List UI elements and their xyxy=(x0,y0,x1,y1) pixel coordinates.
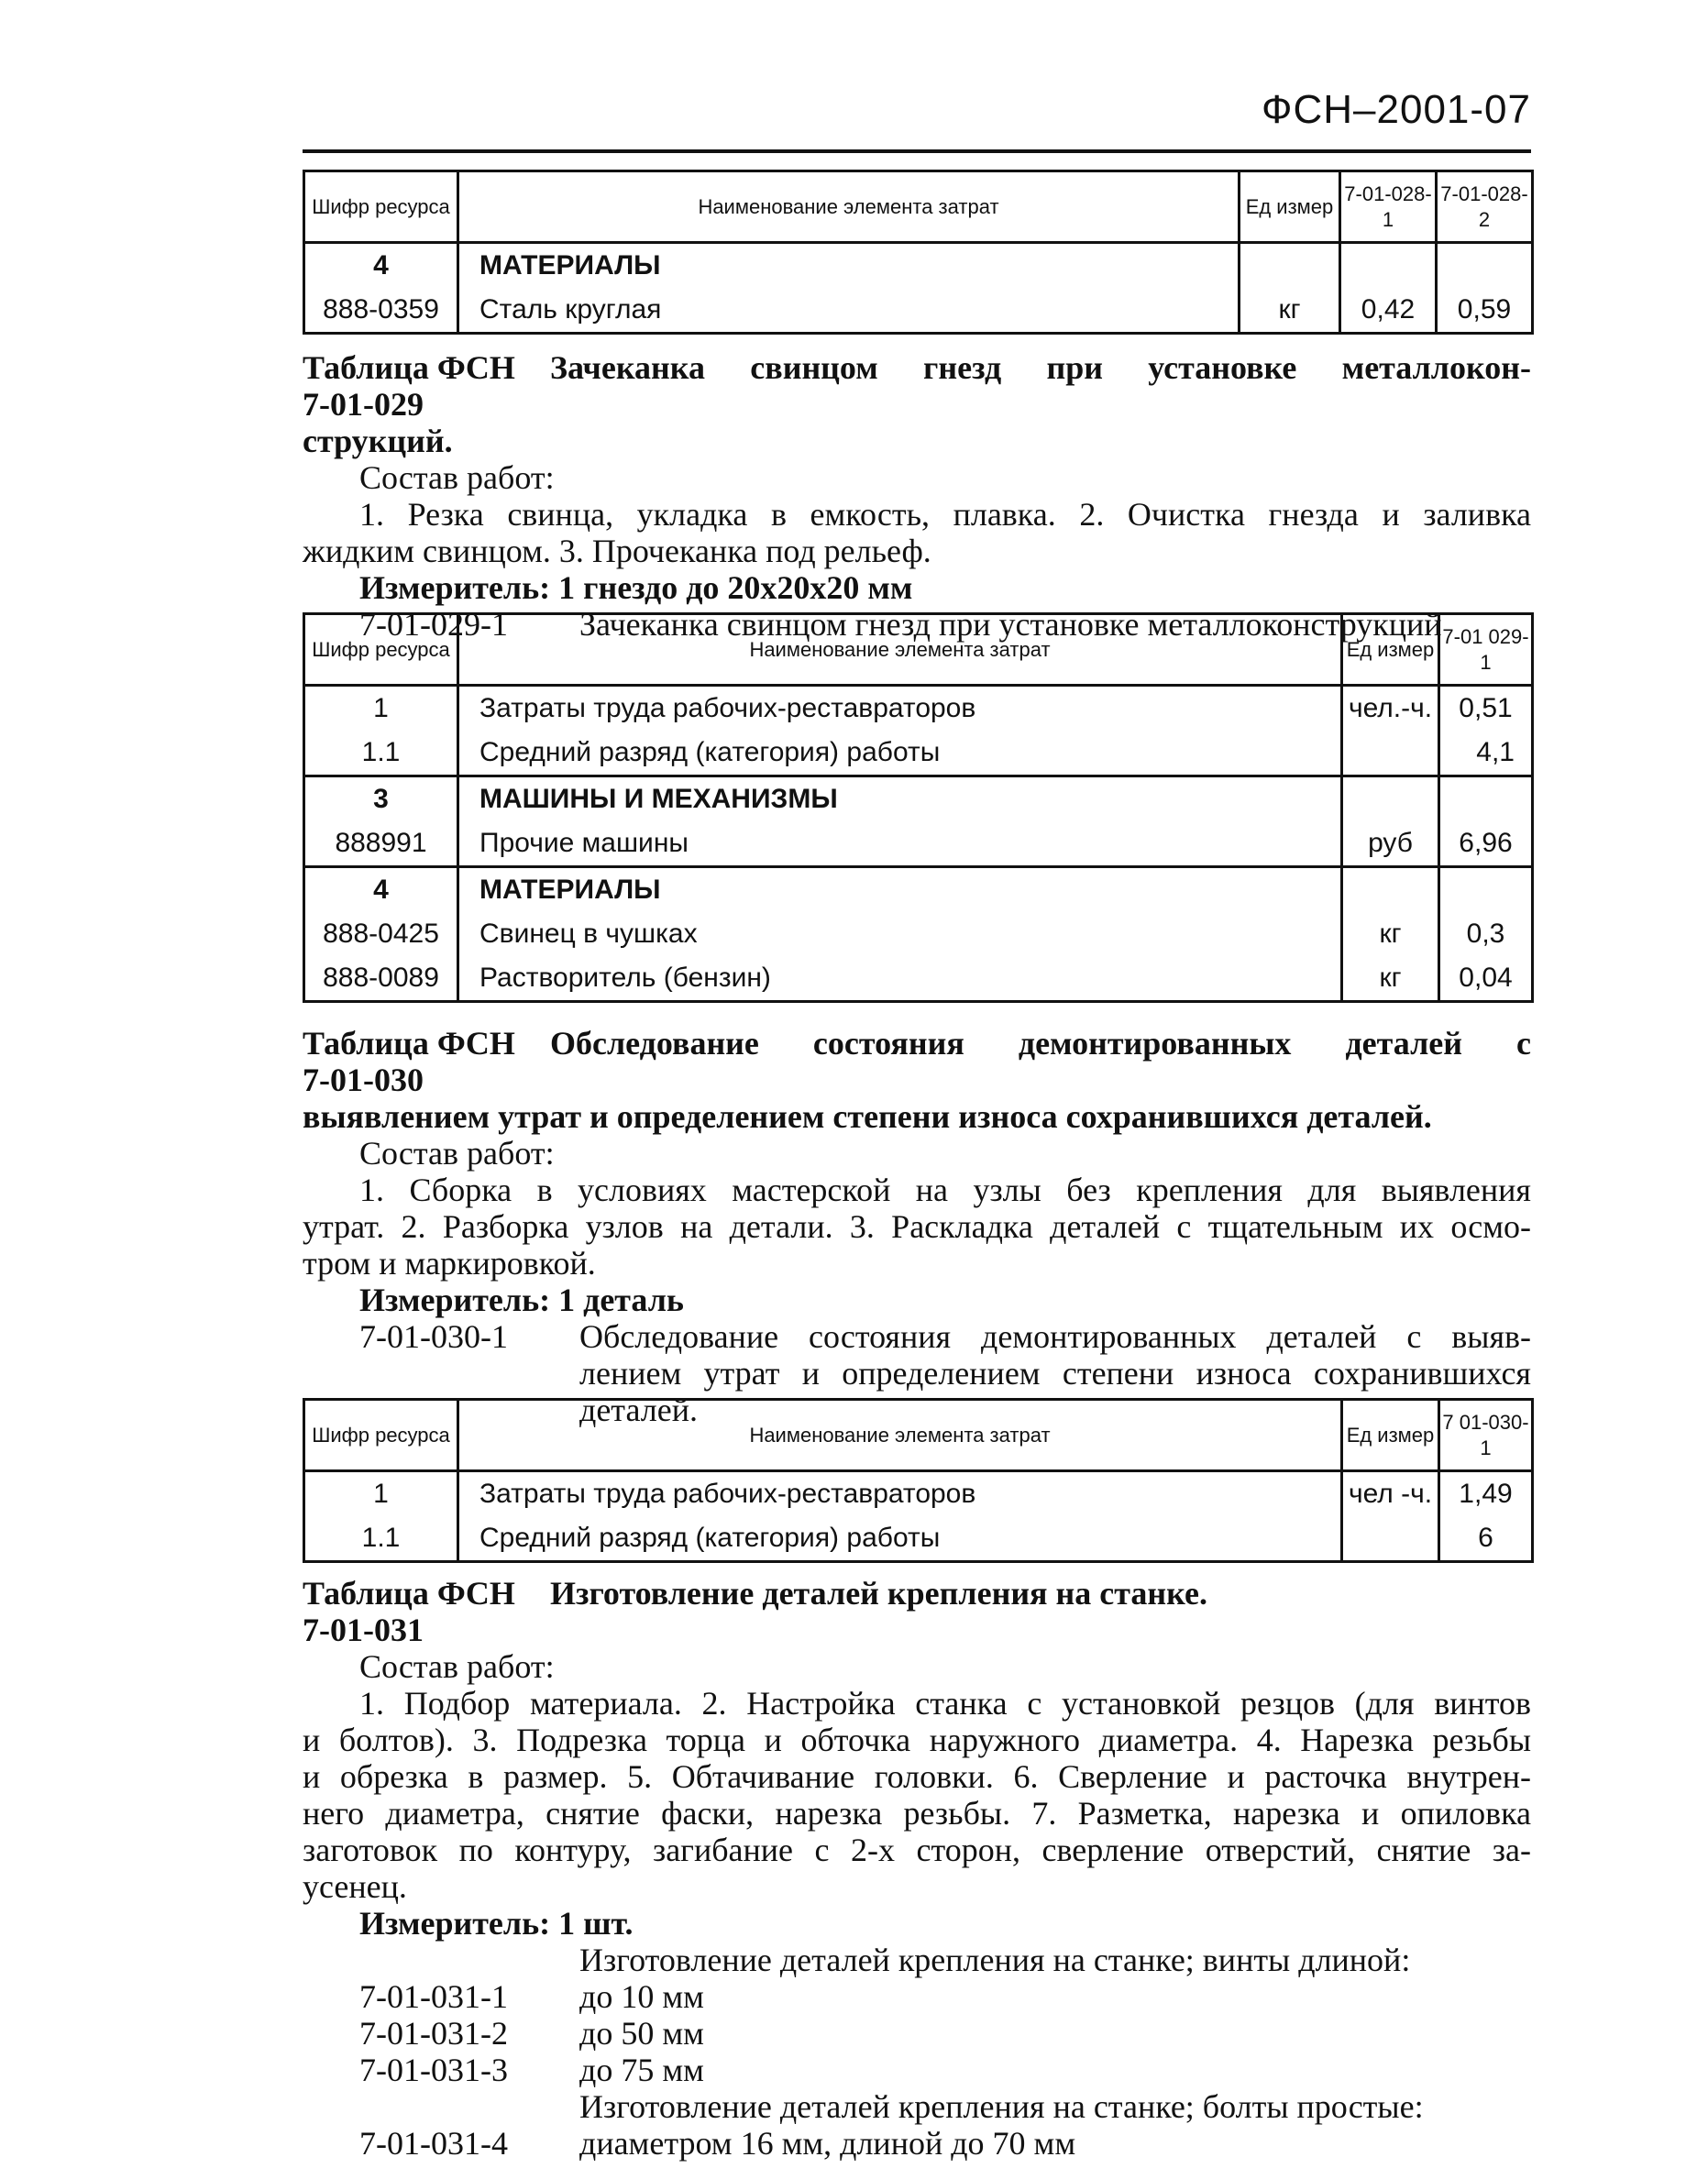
norm-code-row xyxy=(303,2125,1531,2162)
measure: Измеритель: 1 деталь xyxy=(359,1282,684,1318)
norm-desc: Зачеканка свинцом гнезд при установке металлоконструкций xyxy=(579,606,1442,643)
cell-name: МАТЕРИАЛЫ xyxy=(458,243,1240,289)
cell-value xyxy=(1439,776,1533,822)
norm-code: 7-01-029-1 xyxy=(359,606,508,643)
cell-name: Свинец в чушках xyxy=(458,912,1342,956)
cell-value: 0,42 xyxy=(1340,288,1437,334)
norm-desc: до 50 мм xyxy=(579,2015,704,2052)
table-row xyxy=(304,1471,1533,1517)
cell-name: Сталь круглая xyxy=(458,288,1240,334)
norm-group-title: Изготовление деталей крепления на станке; болты простые: xyxy=(579,2088,1424,2125)
table-title-cont: выявлением утрат и определением степени износа сохранившихся деталей. xyxy=(303,1098,1432,1135)
section-title xyxy=(303,1025,1531,1098)
cell-name: Прочие машины xyxy=(458,821,1342,867)
table-title: Изготовление деталей крепления на станке. xyxy=(550,1575,1207,1612)
table-title: Обследование состояния демонтированных деталей с xyxy=(550,1025,1531,1062)
section-title xyxy=(303,1575,1531,1648)
cell-unit: руб xyxy=(1342,821,1439,867)
table-row xyxy=(304,821,1533,867)
work-text: тром и маркировкой. xyxy=(303,1245,596,1282)
col-head-unit: Ед измер xyxy=(1342,1400,1439,1471)
work-label: Состав работ: xyxy=(359,1648,555,1685)
work-text: 1. Подбор материала. 2. Настройка станка с установкой резцов (для винтов xyxy=(359,1685,1531,1722)
cell-name: Средний разряд (категория) работы xyxy=(458,1516,1342,1562)
col-head-name: Наименование элемента затрат xyxy=(458,171,1240,243)
norm-code: 7-01-031-1 xyxy=(359,1978,508,2015)
norm-desc: диаметром 16 мм, длиной до 70 мм xyxy=(579,2125,1076,2162)
cell-code: 888991 xyxy=(304,821,458,867)
col-head-unit: Ед измер xyxy=(1240,171,1340,243)
cell-unit: кг xyxy=(1342,956,1439,1002)
table-row xyxy=(304,956,1533,1002)
col-head-v1: 7-01 029-1 xyxy=(1439,614,1533,686)
measure: Измеритель: 1 гнездо до 20х20х20 мм xyxy=(359,569,913,606)
cell-code: 888-0089 xyxy=(304,956,458,1002)
col-head-code: Шифр ресурса xyxy=(304,1400,458,1471)
cell-unit xyxy=(1342,867,1439,913)
cell-value: 0,59 xyxy=(1437,288,1533,334)
table-number: Таблица ФСН 7-01-030 xyxy=(303,1025,515,1098)
cell-code: 888-0425 xyxy=(304,912,458,956)
cell-code: 1.1 xyxy=(304,731,458,776)
work-text: усенец. xyxy=(303,1868,407,1905)
table-row xyxy=(304,731,1533,776)
norm-desc: до 75 мм xyxy=(579,2052,704,2088)
table-row xyxy=(304,686,1533,732)
cell-name: МАШИНЫ И МЕХАНИЗМЫ xyxy=(458,776,1342,822)
work-label: Состав работ: xyxy=(359,1135,555,1172)
cell-code: 1 xyxy=(304,686,458,732)
cell-code: 1 xyxy=(304,1471,458,1517)
col-head-v1: 7-01-028-1 xyxy=(1340,171,1437,243)
table-row xyxy=(304,1516,1533,1562)
section-7-01-029 xyxy=(303,349,1531,643)
cell-name: Растворитель (бензин) xyxy=(458,956,1342,1002)
table-row xyxy=(304,243,1533,289)
table-number: Таблица ФСН 7-01-031 xyxy=(303,1575,515,1648)
norm-group-row xyxy=(303,2088,1531,2125)
norm-code: 7-01-030-1 xyxy=(359,1318,508,1355)
cell-value: 6,96 xyxy=(1439,821,1533,867)
cell-value: 0,3 xyxy=(1439,912,1533,956)
norm-group-title: Изготовление деталей крепления на станке; винты длиной: xyxy=(579,1942,1411,1978)
table-row xyxy=(304,288,1533,334)
norm-code: 7-01-031-4 xyxy=(359,2125,508,2162)
cell-name: МАТЕРИАЛЫ xyxy=(458,867,1342,913)
cell-value: 0,51 xyxy=(1439,686,1533,732)
table-7-01-028 xyxy=(303,170,1534,335)
table-row xyxy=(304,912,1533,956)
table-number: Таблица ФСН 7-01-029 xyxy=(303,349,515,423)
norm-code-row xyxy=(303,1978,1531,2015)
section-7-01-030 xyxy=(303,1025,1531,1428)
work-text: жидким свинцом. 3. Прочеканка под рельеф. xyxy=(303,533,931,569)
table-row xyxy=(304,867,1533,913)
norm-code-row xyxy=(303,2015,1531,2052)
section-title xyxy=(303,349,1531,423)
cell-unit: кг xyxy=(1342,912,1439,956)
work-text: и обрезка в размер. 5. Обтачивание головки. 6. Сверление и расточка внутрен- xyxy=(303,1758,1531,1795)
cell-unit xyxy=(1240,243,1340,289)
cell-unit: чел.-ч. xyxy=(1342,686,1439,732)
work-text: утрат. 2. Разборка узлов на детали. 3. Раскладка деталей с тщательным их осмо- xyxy=(303,1208,1531,1245)
col-head-code: Шифр ресурса xyxy=(304,171,458,243)
norm-desc-line: деталей. xyxy=(579,1392,698,1428)
cell-value: 1,49 xyxy=(1439,1471,1533,1517)
table-title-cont: струкций. xyxy=(303,423,453,459)
cell-unit xyxy=(1342,776,1439,822)
work-label: Состав работ: xyxy=(359,459,555,496)
table-7-01-030 xyxy=(303,1398,1534,1563)
cell-unit xyxy=(1342,731,1439,776)
cell-value: 0,04 xyxy=(1439,956,1533,1002)
table-row xyxy=(304,776,1533,822)
work-text: него диаметра, снятие фаски, нарезка резьбы. 7. Разметка, нарезка и опиловка xyxy=(303,1795,1531,1832)
norm-code: 7-01-031-2 xyxy=(359,2015,508,2052)
col-head-name: Наименование элемента затрат xyxy=(458,614,1342,686)
norm-code-row xyxy=(303,2052,1531,2088)
cell-code: 888-0359 xyxy=(304,288,458,334)
cell-value xyxy=(1437,243,1533,289)
work-text: заготовок по контуру, загибание с 2-х сторон, сверление отверстий, снятие за- xyxy=(303,1832,1531,1868)
measure: Измеритель: 1 шт. xyxy=(359,1905,634,1942)
work-text: 1. Резка свинца, укладка в емкость, плавка. 2. Очистка гнезда и заливка xyxy=(359,496,1531,533)
work-text: и болтов). 3. Подрезка торца и обточка наружного диаметра. 4. Нарезка резьбы xyxy=(303,1722,1531,1758)
cell-code: 4 xyxy=(304,243,458,289)
col-head-code: Шифр ресурса xyxy=(304,614,458,686)
col-head-v2: 7-01-028-2 xyxy=(1437,171,1533,243)
norm-desc: до 10 мм xyxy=(579,1978,704,2015)
col-head-v1: 7 01-030-1 xyxy=(1439,1400,1533,1471)
cell-value xyxy=(1340,243,1437,289)
cell-unit xyxy=(1342,1516,1439,1562)
table-title: Зачеканка свинцом гнезд при установке металлокон- xyxy=(550,349,1531,386)
col-head-name: Наименование элемента затрат xyxy=(458,1400,1342,1471)
header-rule xyxy=(303,149,1531,153)
cell-unit: кг xyxy=(1240,288,1340,334)
cell-code: 4 xyxy=(304,867,458,913)
document-code: ФСН–2001-07 xyxy=(1262,87,1531,132)
cell-name: Затраты труда рабочих-реставраторов xyxy=(458,686,1342,732)
work-text: 1. Сборка в условиях мастерской на узлы без крепления для выявления xyxy=(359,1172,1531,1208)
cell-code: 1.1 xyxy=(304,1516,458,1562)
norm-desc-line: Обследование состояния демонтированных деталей с выяв- xyxy=(579,1318,1531,1355)
norm-group-row xyxy=(303,1942,1531,1978)
cell-name: Затраты труда рабочих-реставраторов xyxy=(458,1471,1342,1517)
cell-code: 3 xyxy=(304,776,458,822)
section-7-01-031 xyxy=(303,1575,1531,2162)
cell-value: 4,1 xyxy=(1439,731,1533,776)
cell-value: 6 xyxy=(1439,1516,1533,1562)
norm-desc-line: лением утрат и определением степени износа сохранившихся xyxy=(579,1355,1531,1392)
cell-name: Средний разряд (категория) работы xyxy=(458,731,1342,776)
cell-unit: чел -ч. xyxy=(1342,1471,1439,1517)
col-head-unit: Ед измер xyxy=(1342,614,1439,686)
norm-code: 7-01-031-3 xyxy=(359,2052,508,2088)
table-7-01-029 xyxy=(303,612,1534,1003)
cell-value xyxy=(1439,867,1533,913)
